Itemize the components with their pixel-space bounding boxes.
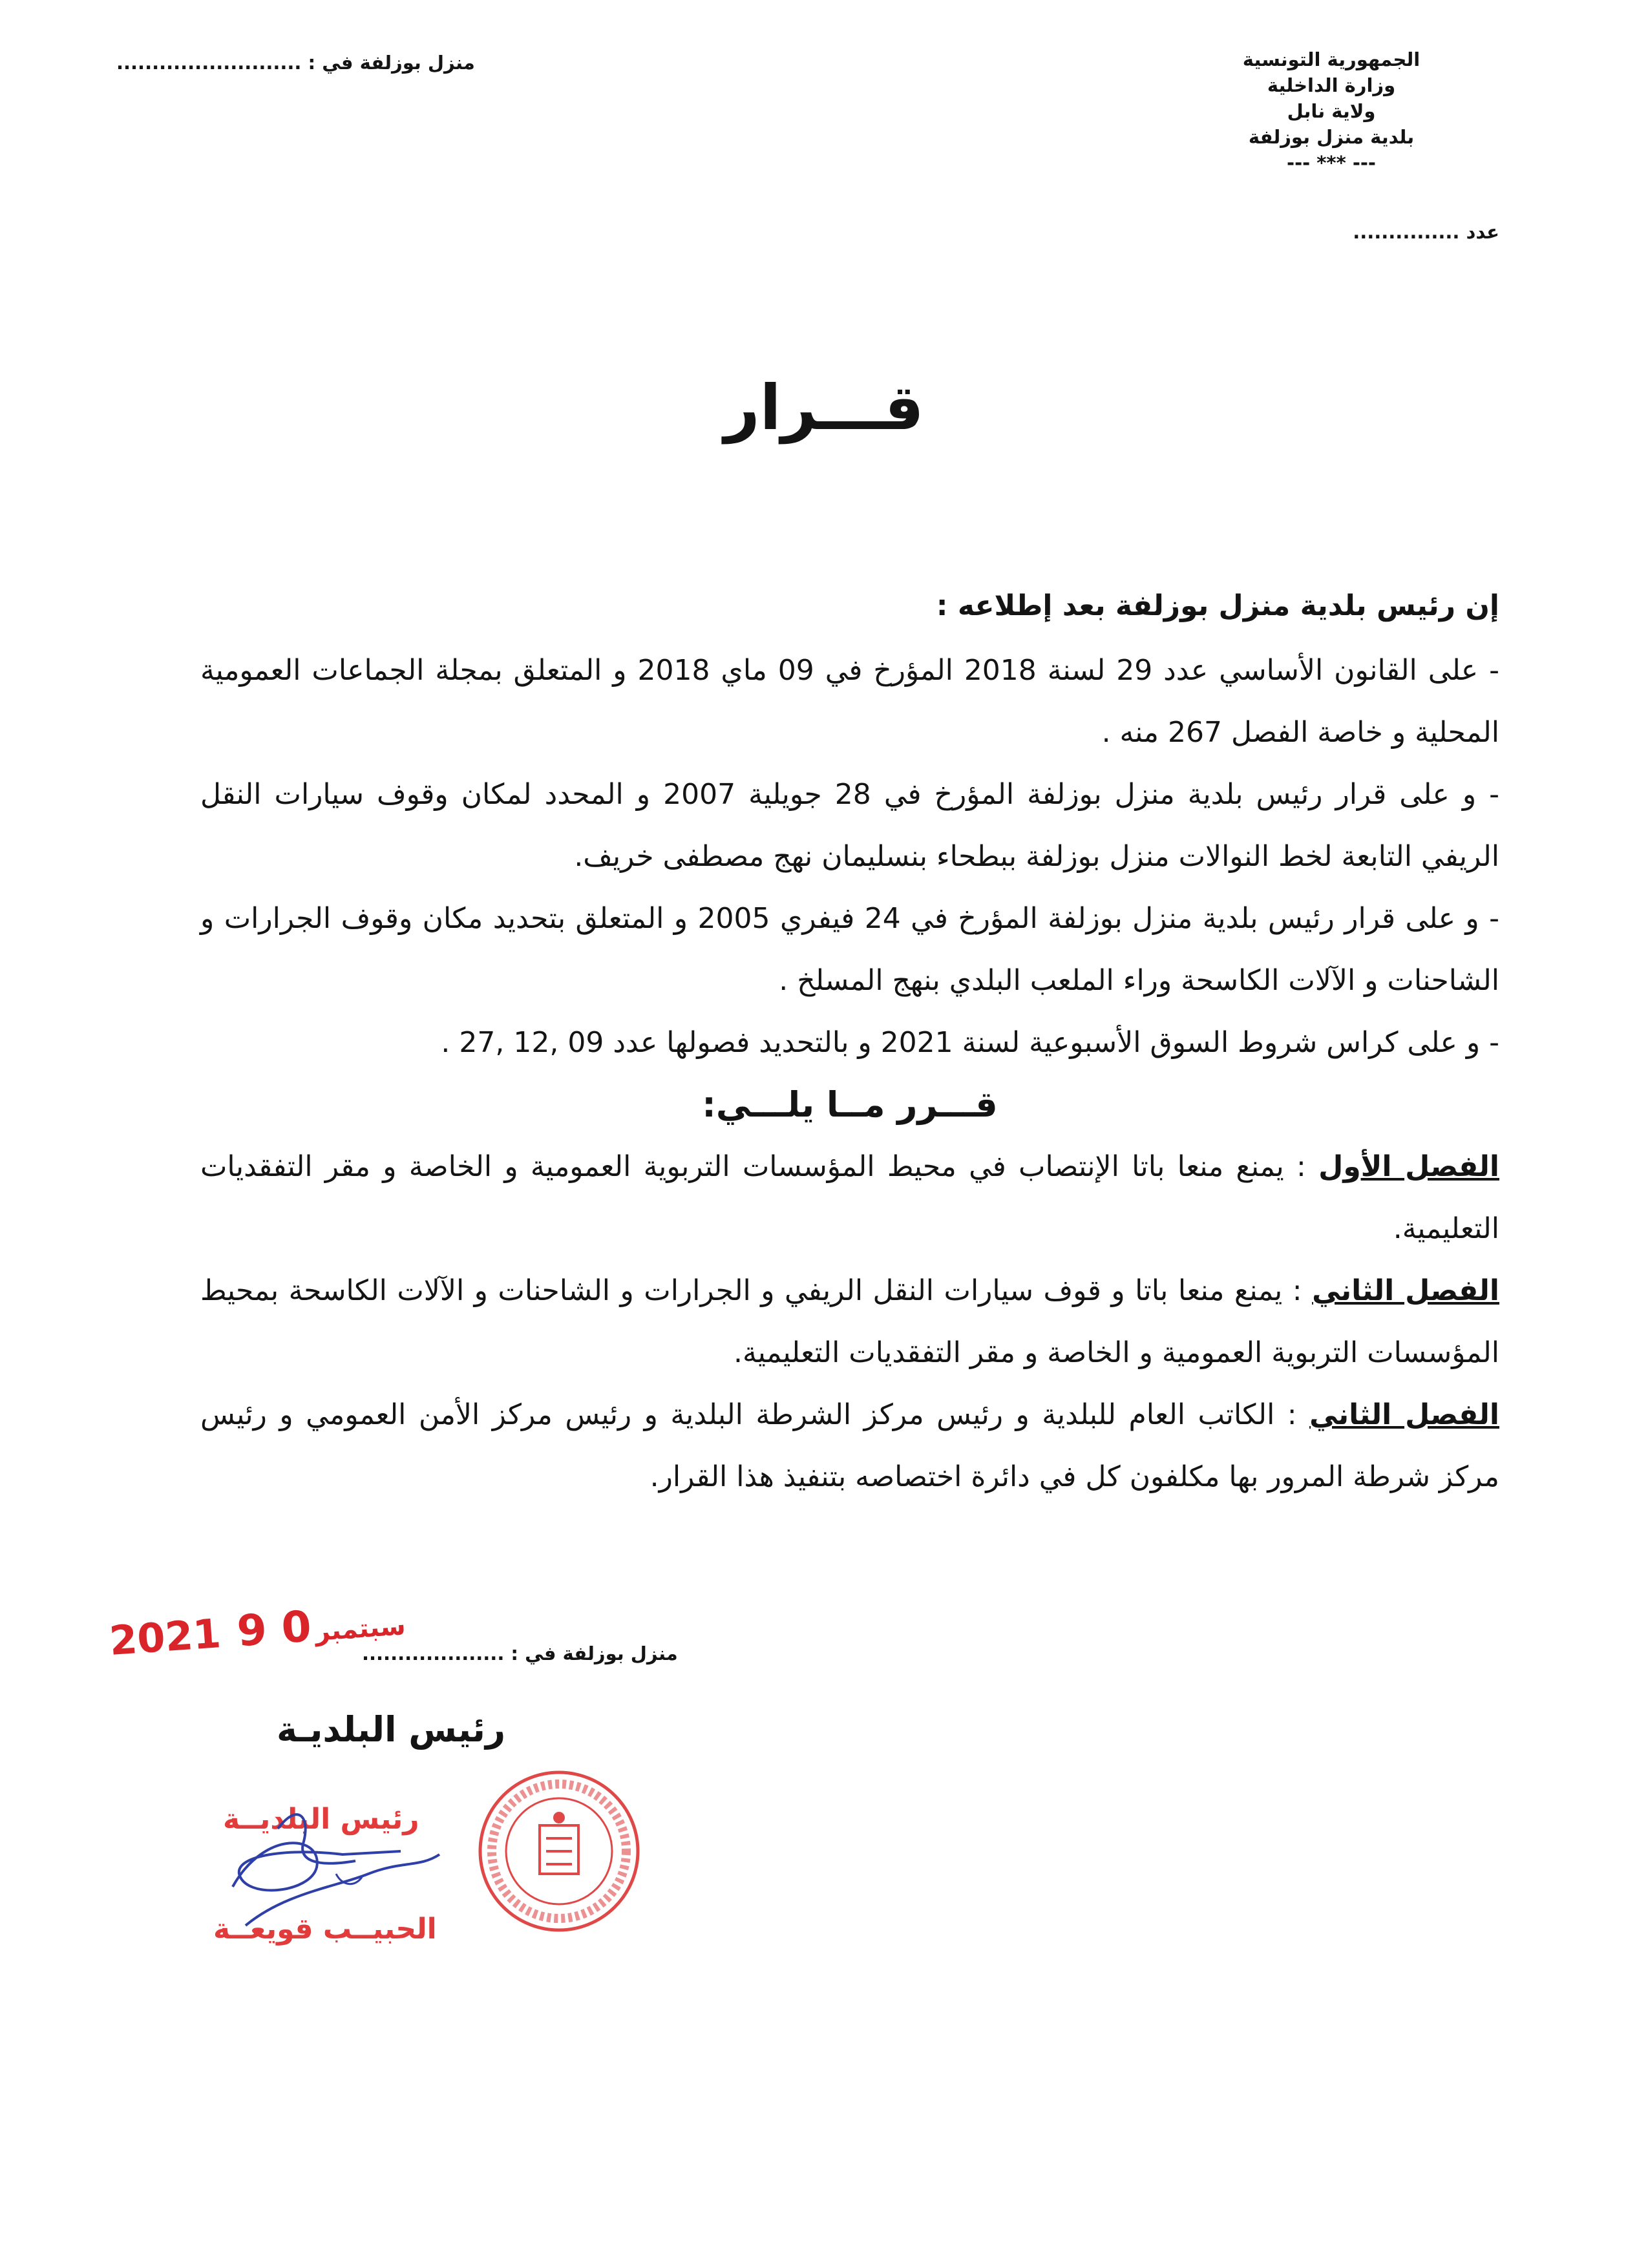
consideration-4: - و على كراس شروط السوق الأسبوعية لسنة 2021 و بالتحديد فصولها عدد 09 ,12 ,27 . [441,1026,1499,1059]
consideration-3: - و على قرار رئيس بلدية منزل بوزلفة المؤرخ في 24 فيفري 2005 و المتعلق بتحديد مكان وقوف الجرارات و الشاحنات و الآلات الكاسحة وراء الملعب البلدي بنهج المسلخ . [200,902,1499,997]
article-3-label: الفصل الثاني [1309,1398,1499,1431]
decides-heading: قـــرر مــا يلـــي: [702,1084,998,1125]
letterhead-ministry: وزارة الداخلية [1267,74,1396,96]
stamp-line-1: رئيس البلديــة [223,1803,419,1836]
article-3 [200,1384,1499,1508]
reference-number: عدد ............... [1353,221,1499,243]
letterhead-separator: --- *** --- [1287,152,1376,174]
handwritten-signature [207,1790,465,1938]
official-seal-icon [475,1767,643,1935]
place-date-bottom: منزل بوزلفة في : .................... [362,1643,678,1664]
stamp-line-2: الحبيــب قويعــة [213,1913,437,1946]
article-1-text: : يمنع منعا باتا الإنتصاب في محيط المؤسسات التربوية العمومية و الخاصة و مقر التفقديات التعليمية. [200,1150,1499,1245]
intro-text: إن رئيس بلدية منزل بوزلفة بعد إطلاعه : [936,589,1499,622]
article-2 [200,1260,1499,1384]
date-stamp-month: سبتمبر [314,1611,407,1647]
article-3-text: : الكاتب العام للبلدية و رئيس مركز الشرطة البلدية و رئيس مركز الأمن العمومي و رئيس مركز شرطة المرور بها مكلفون كل في دائرة اختصاصه بتنفيذ هذا القرار. [200,1398,1499,1493]
article-2-text: : يمنع منعا باتا و قوف سيارات النقل الريفي و الجرارات و الشاحنات و الآلات الكاسحة بمحيط المؤسسات التربوية العمومية و الخاصة و مقر التفقديات التعليمية. [200,1274,1499,1369]
article-1-label: الفصل الأول [1318,1150,1499,1183]
date-stamp-day: 0 9 [235,1601,313,1657]
signatory-title: رئيس البلديـة [276,1709,506,1750]
letterhead-governorate: ولاية نابل [1287,100,1376,122]
consideration-2: - و على قرار رئيس بلدية منزل بوزلفة المؤرخ في 28 جويلية 2007 و المحدد لمكان وقوف سيارات النقل الريفي التابعة لخط النوالات منزل بوزلفة ببطحاء بنسليمان نهج مصطفى خريف. [200,778,1499,873]
document-body [200,640,1499,1508]
article-2-label: الفصل الثاني [1312,1274,1499,1307]
consideration-1: - على القانون الأساسي عدد 29 لسنة 2018 المؤرخ في 09 ماي 2018 و المتعلق بمجلة الجماعات العمومية المحلية و خاصة الفصل 267 منه . [200,654,1500,749]
letterhead [1163,47,1499,176]
place-date-top: منزل بوزلفة في : .......................... [116,52,475,74]
letterhead-republic: الجمهورية التونسية [1242,48,1421,70]
letterhead-municipality: بلدية منزل بوزلفة [1248,126,1415,148]
date-stamp-year: 2021 [107,1610,223,1665]
article-1 [200,1136,1499,1260]
document-title: قـــرار [724,372,924,444]
